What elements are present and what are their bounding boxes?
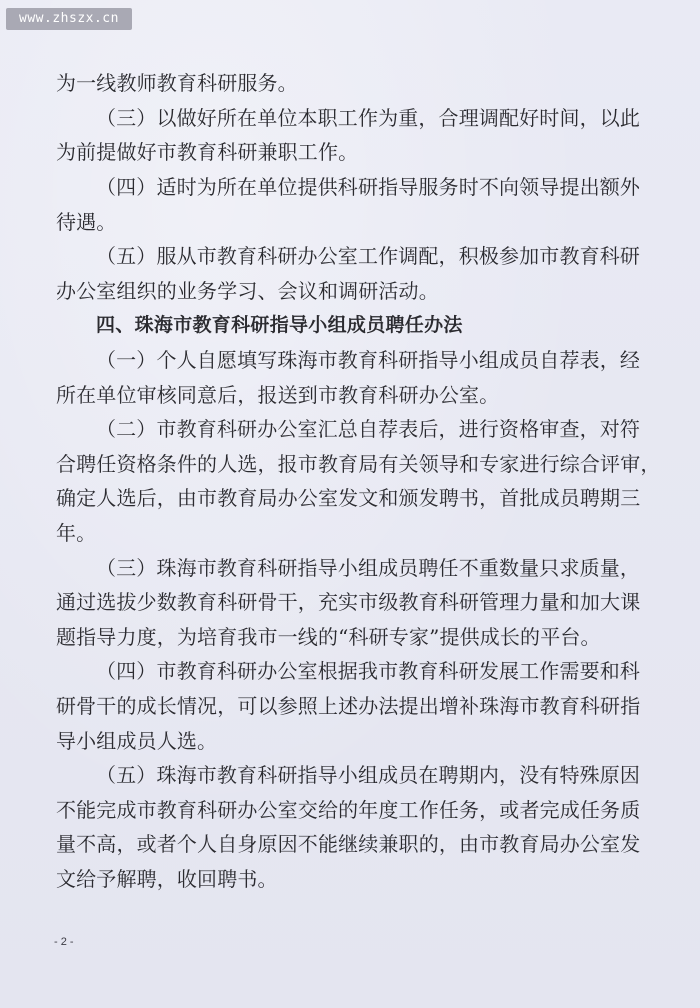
text-line: 待遇。 [56,210,117,234]
text-line: 通过选拔少数教育科研骨干，充实市级教育科研管理力量和加大课 [56,590,641,614]
text-line: 办公室组织的业务学习、会议和调研活动。 [56,279,439,303]
text-line: 所在单位审核同意后，报送到市教育科研办公室。 [56,383,500,407]
text-line: 为前提做好市教育科研兼职工作。 [56,140,359,164]
text-line: 不能完成市教育科研办公室交给的年度工作任务，或者完成任务质 [56,798,641,822]
text-line: 为一线教师教育科研服务。 [56,71,298,95]
text-line: 研骨干的成长情况，可以参照上述办法提出增补珠海市教育科研指 [56,694,641,718]
watermark: www.zhszx.cn [6,8,132,30]
text-line: 量不高，或者个人自身原因不能继续兼职的，由市教育局办公室发 [56,832,641,856]
text-line: （四）市教育科研办公室根据我市教育科研发展工作需要和科 [96,659,641,683]
text-line: 确定人选后，由市教育局办公室发文和颁发聘书，首批成员聘期三 [56,486,641,510]
text-line: 导小组成员人选。 [56,729,218,753]
text-line: （三）珠海市教育科研指导小组成员聘任不重数量只求质量， [96,556,641,580]
text-line: 合聘任资格条件的人选，报市教育局有关领导和专家进行综合评审， [56,452,661,476]
text-line: （五）珠海市教育科研指导小组成员在聘期内，没有特殊原因 [96,763,641,787]
text-line: 年。 [56,521,97,545]
text-line: （一）个人自愿填写珠海市教育科研指导小组成员自荐表，经 [96,348,641,372]
text-line: （三）以做好所在单位本职工作为重，合理调配好时间，以此 [96,106,641,130]
section-heading: 四、珠海市教育科研指导小组成员聘任办法 [96,314,463,336]
text-line: 题指导力度，为培育我市一线的“科研专家”提供成长的平台。 [56,625,601,649]
text-line: （二）市教育科研办公室汇总自荐表后，进行资格审查，对符 [96,417,641,441]
text-line: （四）适时为所在单位提供科研指导服务时不向领导提出额外 [96,175,641,199]
text-line: 文给予解聘，收回聘书。 [56,867,278,891]
page-number: - 2 - [54,936,74,948]
text-line: （五）服从市教育科研办公室工作调配，积极参加市教育科研 [96,244,641,268]
